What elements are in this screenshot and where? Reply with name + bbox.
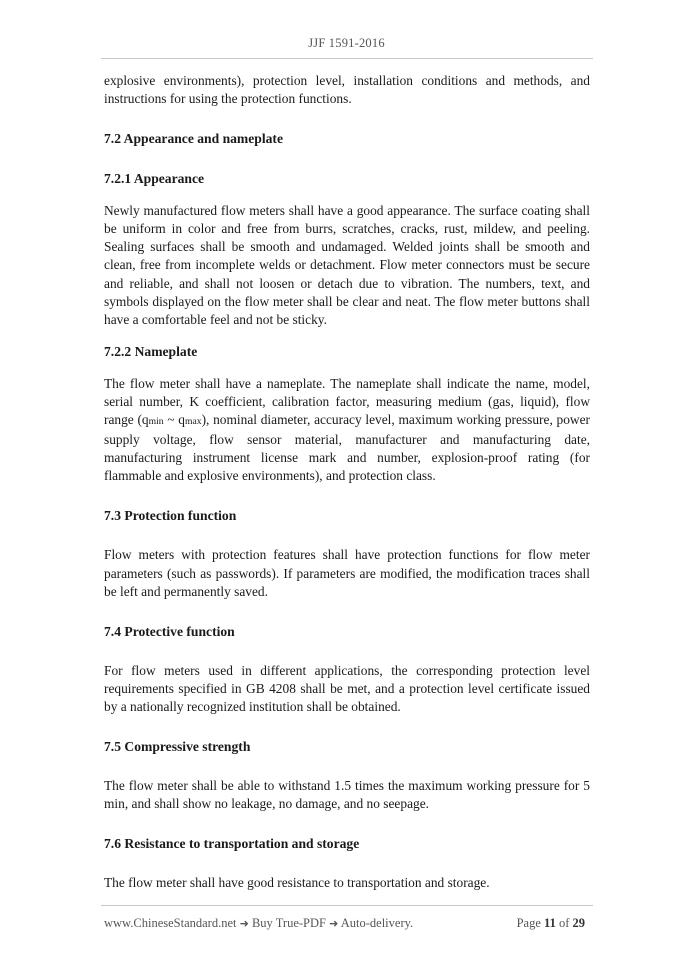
section-7-4-paragraph: For flow meters used in different applications, the corresponding protection level requirements specified in GB 4208 shall be met, and a protection level certificate issued by a nationally recognized institution shall be obtained. [104, 662, 590, 714]
right-arrow-icon: ➜ [329, 917, 339, 930]
buy-pdf-link[interactable]: Buy True-PDF [251, 916, 326, 930]
intro-paragraph: explosive environments), protection level, installation conditions and methods, and instructions for using the protection functions. [104, 73, 590, 107]
header-divider [101, 58, 593, 59]
nameplate-text-part2: ), nominal diameter, accuracy level, maximum working pressure, power supply voltage, flow sensor material, manufacturer and manufacturing date, manufacturing instrument license mark and number, explosion-proof rating (for flammable and explosive environments), and protection class. [104, 412, 590, 484]
footer-links [104, 916, 413, 931]
q-max-subscript: max [185, 416, 202, 428]
section-7-3-paragraph: Flow meters with protection features shall have protection functions for flow meter parameters (such as passwords). If parameters are modified, the modification traces shall be left and permanently saved. [104, 547, 590, 599]
of-label: of [558, 916, 570, 930]
nameplate-text-part1: The flow meter shall have a nameplate. The nameplate shall indicate the name, model, serial number, K coefficient, calibration factor, measuring medium (gas, liquid), flow range (q [104, 375, 590, 428]
section-7-2-1-paragraph: Newly manufactured flow meters shall have a good appearance. The surface coating shall be uniform in color and free from burrs, scratches, cracks, rust, mildew, and peeling. Sealing surfaces shall be smooth and undamaged. Welded joints shall be smooth and clean, free from incomplete welds or detachment. Flow meter connectors must be secure and reliable, and shall not loosen or detach due to vibration. The numbers, text, and symbols displayed on the flow meter shall be clear and neat. The flow meter buttons shall have a comfortable feel and not be sticky. [104, 203, 590, 327]
page-header: JJF 1591-2016 [308, 36, 385, 50]
site-link[interactable]: www.ChineseStandard.net [104, 916, 237, 930]
footer-divider [101, 905, 593, 906]
range-tilde: ~ q [163, 412, 185, 428]
section-7-3-heading: 7.3 Protection function [104, 508, 237, 524]
section-7-2-1-heading: 7.2.1 Appearance [104, 171, 205, 187]
section-7-6-paragraph: The flow meter shall have good resistance to transportation and storage. [104, 875, 490, 891]
section-7-2-2-heading: 7.2.2 Nameplate [104, 343, 198, 359]
page-body [104, 72, 590, 892]
section-7-6-heading: 7.6 Resistance to transportation and storage [104, 836, 360, 852]
page-indicator [517, 916, 585, 931]
section-7-5-paragraph: The flow meter shall be able to withstand 1.5 times the maximum working pressure for 5 min, and shall show no leakage, no damage, and no seepage. [104, 777, 590, 812]
page-total: 29 [572, 916, 585, 930]
section-7-5-heading: 7.5 Compressive strength [104, 738, 251, 754]
right-arrow-icon: ➜ [239, 917, 249, 930]
section-7-2-2-paragraph [104, 375, 590, 486]
section-7-2-heading: 7.2 Appearance and nameplate [104, 131, 283, 147]
q-min-subscript: min [148, 416, 164, 428]
page-label: Page [516, 916, 541, 930]
auto-delivery-text: Auto-delivery. [340, 916, 414, 930]
page-number: 11 [544, 916, 556, 930]
section-7-4-heading: 7.4 Protective function [104, 623, 235, 639]
